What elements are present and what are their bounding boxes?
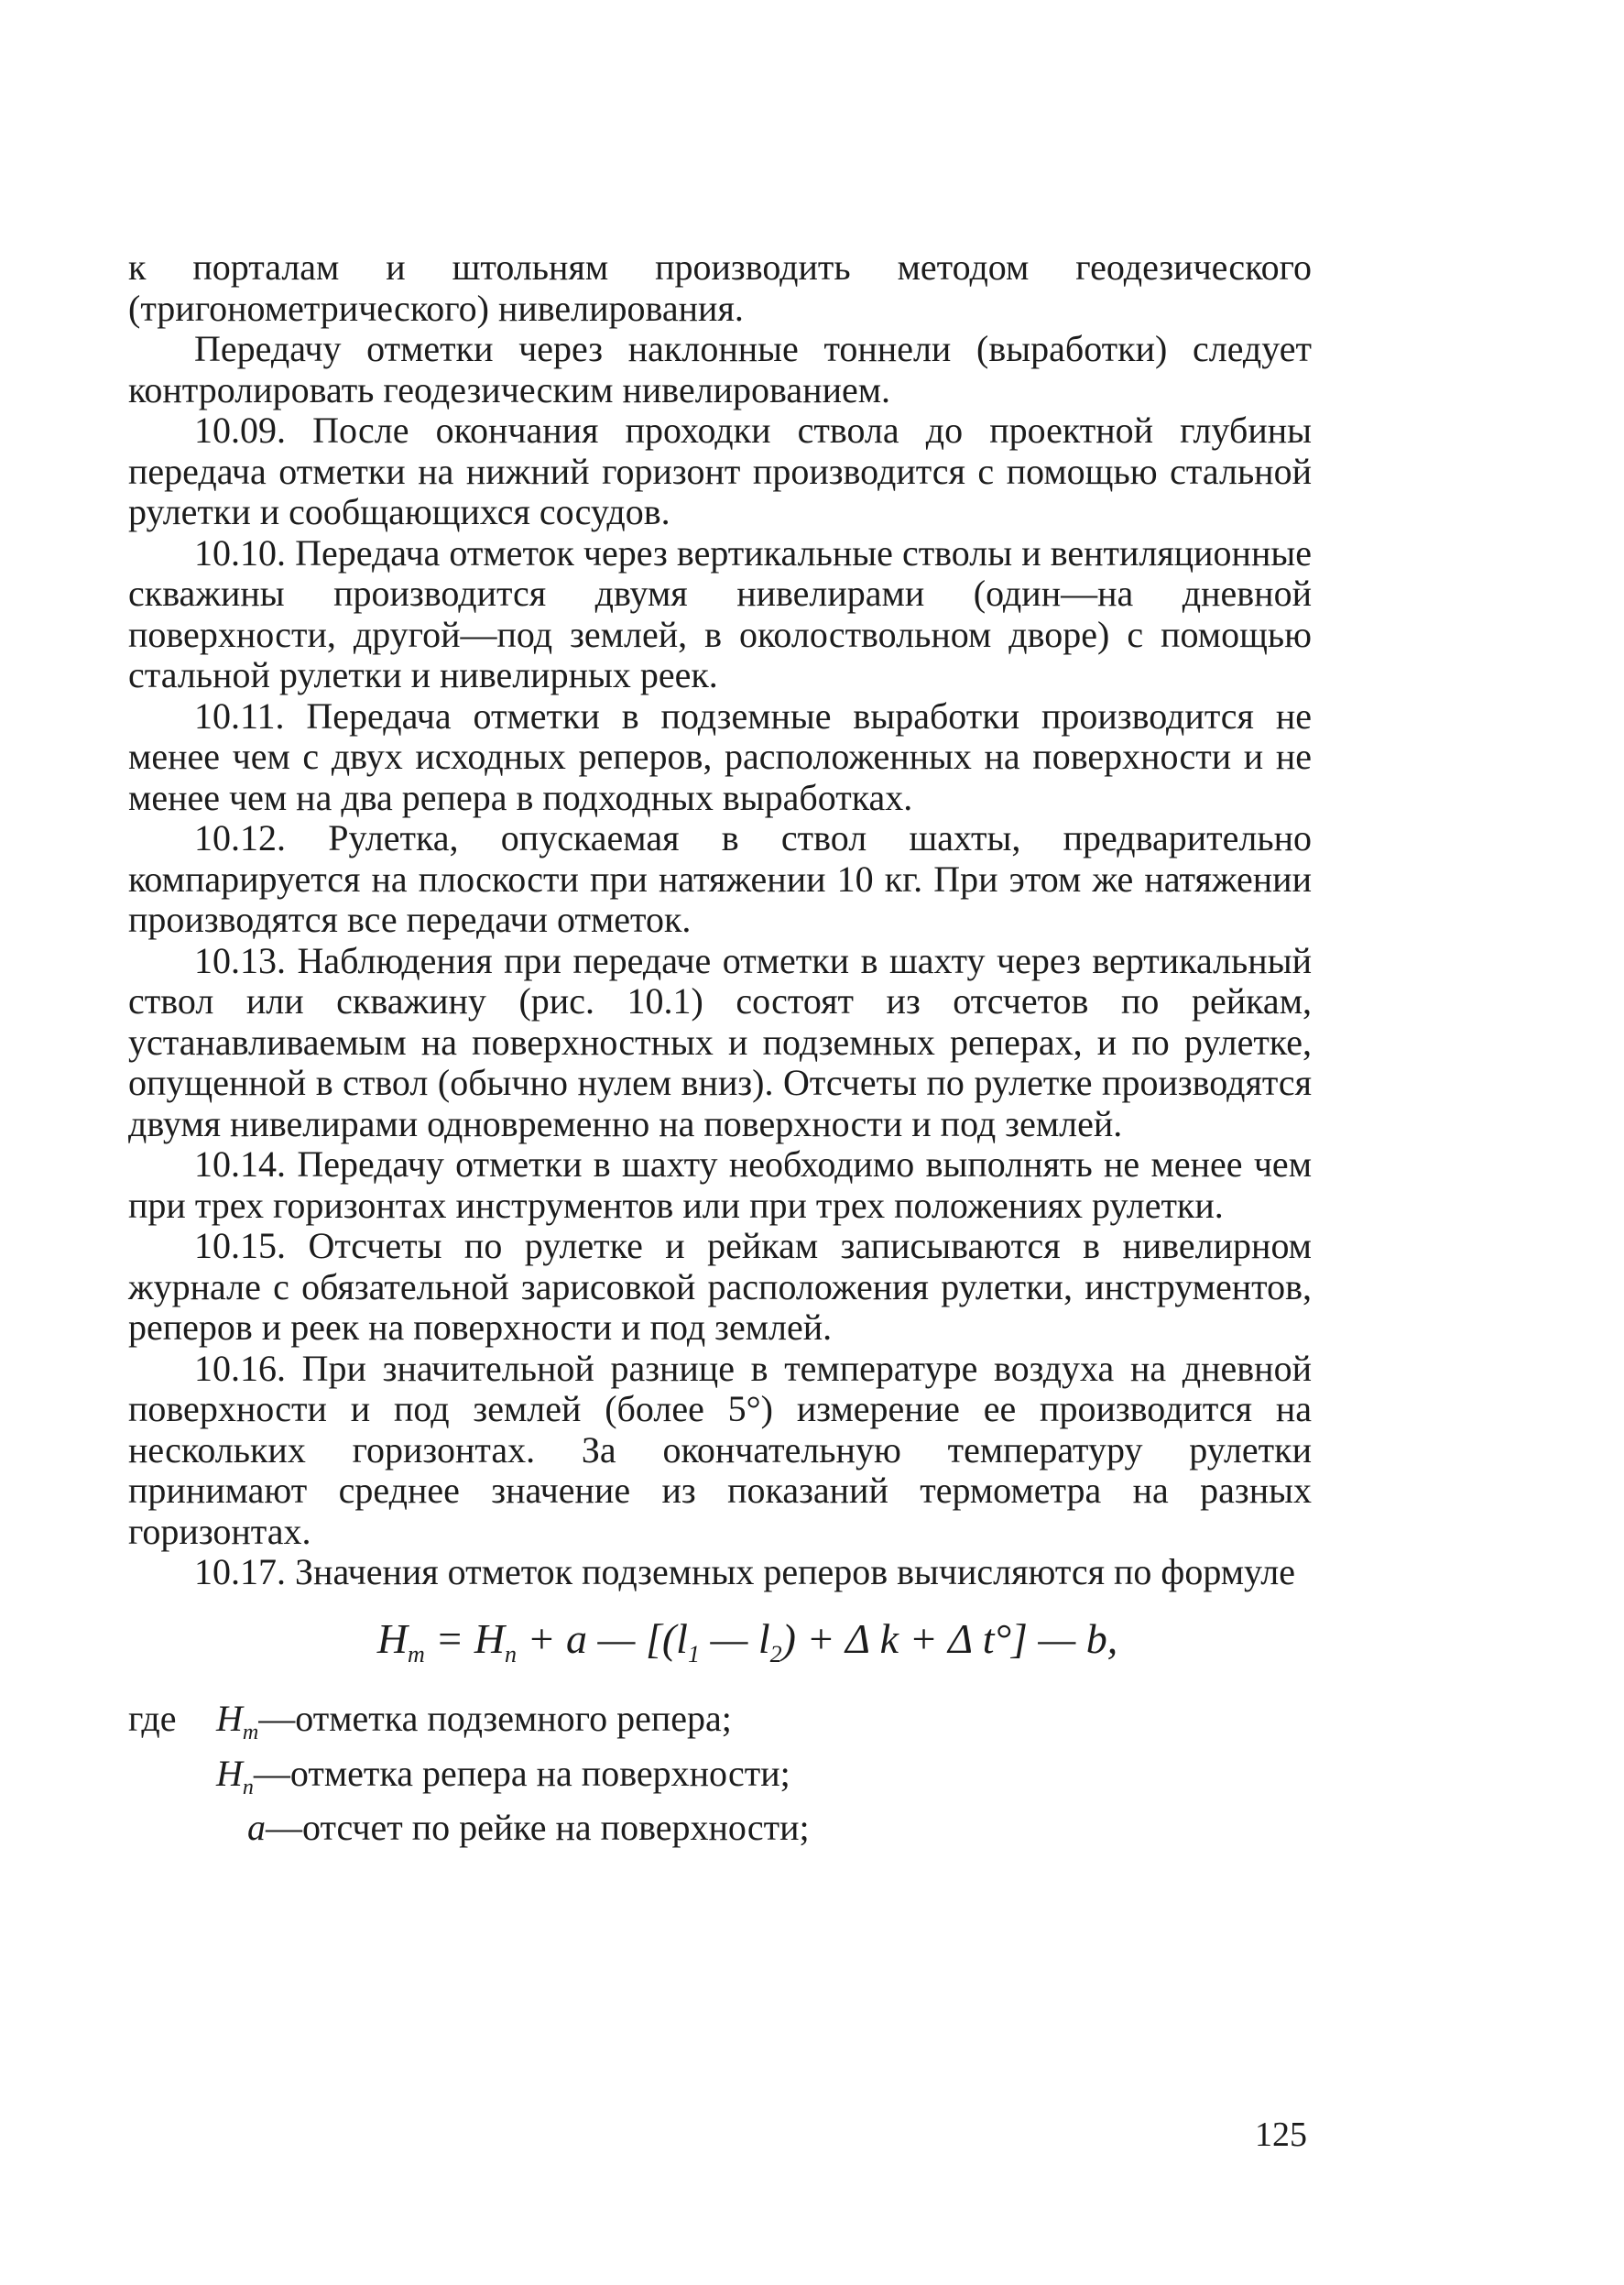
paragraph-10-16: 10.16. При значительной разнице в температуре воздуха на дневной поверхности и под землей (более 5°) измерение ее производится на нескольких горизонтах. За окончательную температуру рулетки принимают среднее значение из показаний термометра на разных горизонтах. <box>128 1347 1312 1552</box>
paragraph-10-14: 10.14. Передачу отметки в шахту необходимо выполнять не менее чем при трех горизонтах инструментов или при трех положениях рулетки. <box>128 1143 1312 1226</box>
paragraph-continuation: к порталам и штольням производить методом геодезического (тригонометрического) нивелирования. <box>128 246 1312 329</box>
legend-lead: где <box>128 1698 177 1740</box>
legend-symbol: $H_п$ <box>216 1752 254 1799</box>
paragraph-10-13: 10.13. Наблюдения при передаче отметки в шахту через вертикальный ствол или скважину (рис. 10.1) состоят из отсчетов по рейкам, устанавливаемым на поверхностных и подземных реперах, и по рулетке, опущенной в ствол (обычно нулем вниз). Отсчеты по рулетке производятся двумя нивелирами одновременно на поверхности и под землей. <box>128 939 1312 1144</box>
formula: $H_т = H_п + a$ — [($l_1$ — $l_2) + \Delta$ k + Δ t°] — b, <box>376 1614 1118 1667</box>
legend-item-hm <box>128 1699 1312 1754</box>
legend-item-hn <box>128 1754 1312 1809</box>
page-number: 125 <box>1255 2116 1307 2154</box>
legend-text: —отметка репера на поверхности; <box>253 1752 790 1794</box>
paragraph-10-10: 10.10. Передача отметок через вертикальные стволы и вентиляционные скважины производится двумя нивелирами (один—на дневной поверхности, другой—под землей, в околоствольном дворе) с помощью стальной рулетки и нивелирных реек. <box>128 531 1312 695</box>
paragraph-10-15: 10.15. Отсчеты по рулетке и рейкам записываются в нивелирном журнале с обязательной зарисовкой расположения рулетки, инструментов, реперов и реек на поверхности и под землей. <box>128 1225 1312 1348</box>
legend-text: —отметка подземного репера; <box>258 1698 732 1740</box>
legend-item-a <box>128 1808 1312 1849</box>
legend-text: —отсчет по рейке на поверхности; <box>266 1807 810 1849</box>
legend-symbol: a <box>247 1807 266 1849</box>
paragraph-10-12: 10.12. Рулетка, опускаемая в ствол шахты, предварительно компарируется на плоскости при натяжении 10 кг. При этом же натяжении производятся все передачи отметок. <box>128 817 1312 940</box>
formula-legend <box>128 1699 1312 1849</box>
paragraph-10-09: 10.09. После окончания проходки ствола до проектной глубины передача отметки на нижний горизонт производится с помощью стальной рулетки и сообщающихся сосудов. <box>128 410 1312 532</box>
legend-symbol: $H_т$ <box>216 1698 259 1745</box>
paragraph-10-17: 10.17. Значения отметок подземных реперов вычисляются по формуле <box>194 1551 1295 1592</box>
paragraph-tunnel-control: Передачу отметки через наклонные тоннели (выработки) следует контролировать геодезическим нивелированием. <box>128 328 1312 410</box>
paragraph-10-11: 10.11. Передача отметки в подземные выработки производится не менее чем с двух исходных реперов, расположенных на поверхности и не менее чем на два репера в подходных выработках. <box>128 694 1312 818</box>
page-body <box>128 247 1312 1849</box>
